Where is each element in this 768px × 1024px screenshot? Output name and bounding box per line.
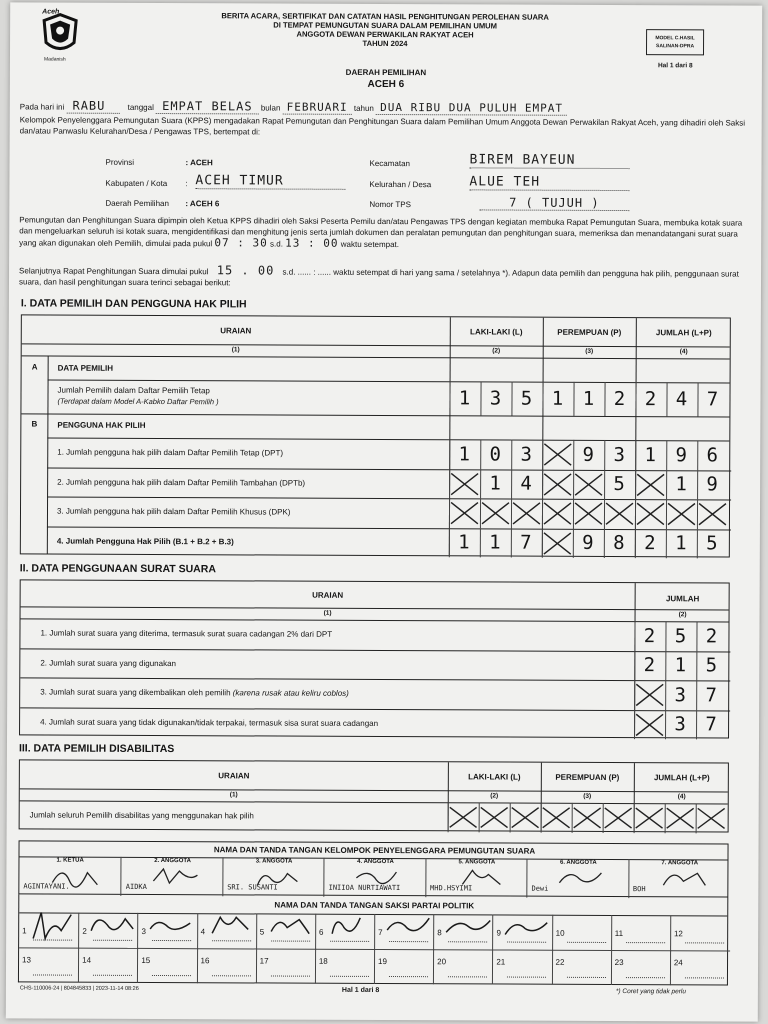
s2r2-digit-1: 1 [674, 654, 687, 677]
s1-b-letter: B [31, 419, 38, 429]
provinsi-label: Provinsi [105, 157, 134, 167]
saksi-number-3: 3 [141, 926, 146, 936]
a-j-digit-0: 2 [644, 388, 657, 411]
s2r2-digit-2: 5 [705, 654, 718, 677]
pada-hari-ini-label: Pada hari ini [19, 102, 65, 112]
b4-p-digit-1: 9 [582, 532, 594, 555]
s3-l-cross-2 [510, 806, 541, 830]
kpps-member-3 [222, 857, 325, 896]
saksi-number-7: 7 [378, 927, 383, 937]
saksi-cell-6 [315, 914, 375, 950]
b1-p-cross-0 [542, 442, 573, 468]
s1-hline-2 [22, 355, 730, 359]
s2-row-label-3: 3. Jumlah surat suara yang dikembalikan oleh pemilih [40, 687, 231, 698]
a-l-digit-1: 3 [489, 387, 502, 410]
b1-l-digit-2: 3 [520, 443, 533, 466]
b2-p-cross-1 [573, 471, 604, 497]
model-box [646, 29, 704, 55]
kpps-role-2: 2. ANGGOTA [154, 858, 191, 865]
section3-table [19, 759, 729, 832]
saksi-number-10: 10 [555, 928, 565, 938]
kabupaten-value: ACEH TIMUR [195, 173, 345, 190]
kpps-name-4: INIIOA NURTIAWATI [328, 883, 401, 893]
saksi-number-6: 6 [318, 927, 324, 937]
s1-a-row-text: Jumlah Pemilih dalam Daftar Pemilih Tetap [57, 385, 210, 396]
kpps-member-7 [628, 859, 731, 898]
s2r3-digit-2: 7 [705, 684, 717, 707]
logo-subtext: Madanish [43, 56, 66, 63]
saksi-dotline-24 [685, 976, 724, 978]
section2-table [19, 579, 730, 738]
s2-row-line-1 [20, 648, 730, 652]
a-j-digit-2: 7 [706, 388, 719, 411]
start-time: 07 : 30 [214, 236, 268, 250]
b3-p-cross-2 [604, 501, 635, 527]
saksi-dotline-14 [93, 974, 132, 976]
b1-p-digit-1: 9 [582, 443, 595, 466]
s1-num3: (3) [585, 347, 594, 355]
saksi-dotline-16 [211, 974, 250, 976]
model-line-1: MODEL C.HASIL [655, 35, 695, 42]
saksi-number-11: 11 [614, 929, 624, 939]
s3-col-p: PEREMPUAN (P) [555, 772, 620, 783]
s3-l-cross-0 [448, 805, 479, 829]
kpps-signature-7 [657, 865, 711, 891]
s2-row-4 [40, 717, 378, 727]
kecamatan-value: BIREM BAYEUN [470, 152, 630, 169]
s2r1-digit-1: 5 [674, 625, 687, 648]
s2-row-label-1: 1. Jumlah surat suara yang diterima, termasuk surat suara cadangan 2% dari DPT [40, 628, 333, 639]
b3-j-cross-0 [635, 501, 666, 527]
tahun-value: DUA RIBU DUA PULUH EMPAT [376, 101, 567, 116]
kpps-member-4 [324, 858, 427, 897]
saksi-number-2: 2 [82, 926, 87, 936]
s2r4-digit-1: 3 [674, 713, 686, 736]
s2-row-note-3: (karena rusak atau keliru coblos) [230, 688, 349, 698]
b4-p-digit-2: 8 [613, 532, 625, 555]
b3-l-cross-2 [511, 501, 542, 527]
logo-text: Aceh [42, 8, 60, 16]
b4-j-digit-1: 1 [675, 532, 687, 555]
b4-p-cross-0 [542, 530, 573, 556]
b2-l-cross-0 [449, 471, 480, 497]
body-para2-text-b: s.d. ...... : ...... waktu setempat di hari yang sama / setelahnya *). Adapun data pemilih dan pengguna hak pilih, penggunaan surat suara, dan hasil penghitungan suara terinci sebagai berikut: [18, 267, 739, 288]
s2r1-digit-2: 2 [705, 625, 718, 648]
title-line-4: TAHUN 2024 [362, 38, 408, 49]
s2-num2: (2) [678, 611, 687, 619]
b3-j-cross-2 [697, 501, 728, 527]
saksi-cell-15 [137, 948, 197, 983]
s1-num2: (2) [492, 347, 501, 355]
kpps-name-1: AGINTAYANI. [23, 882, 70, 891]
saksi-signature-9 [501, 911, 551, 945]
dapil-label: DAERAH PEMILIHAN [345, 67, 427, 78]
saksi-signature-3 [146, 909, 196, 943]
b3-p-cross-0 [542, 501, 573, 527]
s1-num1: (1) [231, 346, 240, 354]
saksi-number-5: 5 [259, 927, 265, 937]
provinsi-value: : ACEH [185, 158, 213, 168]
s2-row-label-4: 4. Jumlah surat suara yang tidak digunakan/tidak terpakai, termasuk sisa surat suara cadangan [40, 717, 379, 728]
s3-j-cross-0 [634, 806, 665, 830]
s1-col-p: PEREMPUAN (P) [557, 327, 622, 338]
sd-label: s.d. [270, 239, 283, 249]
saksi-cell-13 [19, 947, 78, 982]
b3-l-cross-1 [480, 500, 511, 526]
saksi-signature-1 [27, 908, 77, 942]
s2-row-line-2 [20, 677, 730, 681]
saksi-dotline-18 [330, 975, 369, 977]
s2-rows [20, 618, 731, 739]
s2r2-digit-0: 2 [643, 654, 656, 677]
b1-l-digit-1: 0 [489, 443, 502, 466]
tps-label: Nomor TPS [369, 199, 412, 210]
saksi-cell-20 [433, 949, 493, 984]
saksi-dotline-23 [626, 976, 665, 978]
s2-row-3 [40, 688, 349, 698]
title-line-2: DI TEMPAT PEMUNGUTAN SUARA DALAM PEMILIHAN UMUM [273, 20, 498, 31]
b-row-label-3: 3. Jumlah pengguna hak pilih dalam Daftar Pemilih Khusus (DPK) [56, 506, 291, 517]
kip-logo [36, 8, 84, 64]
saksi-number-20: 20 [437, 957, 447, 967]
kpps-name-7: BOH [632, 885, 646, 894]
saksi-number-9: 9 [496, 928, 501, 938]
s3-col-l: LAKI-LAKI (L) [468, 772, 521, 782]
kpps-member-1 [19, 856, 121, 895]
bulan-value: FEBRUARI [283, 101, 352, 115]
s3-l-cross-1 [479, 805, 510, 829]
b3-p-cross-1 [573, 501, 604, 527]
saksi-cell-19 [374, 949, 434, 984]
saksi-signature-8 [442, 910, 492, 944]
kpps-role-6: 6. ANGGOTA [559, 859, 597, 866]
saksi-dotline-12 [685, 941, 724, 943]
s2r1-digit-0: 2 [643, 624, 656, 647]
saksi-grid [19, 912, 729, 985]
b2-j-digit-2: 9 [706, 473, 718, 496]
kpps-table [18, 840, 728, 897]
end-time: 13 : 00 [285, 236, 339, 250]
intro-paragraph: Kelompok Penyelenggara Pemungutan Suara (KPPS) mengadakan Rapat Pemungutan dan Penghitungan Suara dalam Pemilihan Umum Anggota Dewan Perwakilan Rakyat Aceh, yang dihadiri oleh Saksi dan/atau Panwaslu Kelurahan/Desa / Pengawas TPS, bertempat di: [19, 115, 746, 137]
saksi-cell-24 [670, 950, 730, 985]
s3-crossed-cells [20, 800, 730, 833]
kpps-name-6: Dewi [531, 884, 549, 893]
s2-col-uraian: URAIAN [312, 590, 344, 600]
saksi-cell-14 [78, 948, 138, 983]
tanggal-value: EMPAT BELAS [156, 99, 259, 114]
saksi-signature-7 [383, 910, 433, 944]
form-title [150, 11, 620, 49]
a-j-digit-1: 4 [675, 388, 688, 411]
b4-l-digit-0: 1 [458, 531, 470, 554]
s2r4-digit-2: 7 [705, 713, 717, 736]
s1-num4: (4) [679, 348, 688, 356]
kpps-member-5 [425, 858, 528, 897]
b3-l-cross-0 [449, 500, 480, 526]
kpps-role-7: 7. ANGGOTA [661, 860, 699, 867]
saksi-number-17: 17 [259, 956, 269, 966]
a-l-digit-0: 1 [458, 387, 471, 410]
s3-j-cross-2 [696, 806, 727, 830]
saksi-signature-5 [265, 909, 315, 943]
saksi-dotline-11 [626, 941, 665, 943]
body-para2-text-a: Selanjutnya Rapat Penghitungan Suara dimulai pukul [19, 266, 209, 277]
kpps-name-5: MHD.HSYIMI [430, 884, 473, 893]
s2r3-cross-0 [634, 682, 665, 708]
b4-j-digit-2: 5 [706, 532, 718, 555]
s1-b-title: PENGGUNA HAK PILIH [57, 420, 146, 430]
saksi-cell-18 [315, 949, 375, 984]
saksi-cell-1 [19, 912, 78, 948]
b1-j-digit-2: 6 [706, 444, 719, 467]
b2-l-digit-1: 1 [489, 472, 501, 495]
b4-j-digit-0: 2 [644, 532, 656, 555]
saksi-cell-17 [256, 948, 316, 983]
saksi-number-1: 1 [22, 926, 27, 936]
kpps-member-2 [121, 857, 224, 896]
s3-p-cross-1 [572, 806, 603, 830]
tanggal-label: tanggal [127, 102, 154, 112]
saksi-cell-12 [670, 915, 730, 951]
a-p-digit-2: 2 [613, 388, 626, 411]
dapil-value: ACEH 6 [367, 78, 405, 91]
tahun-label: tahun [353, 103, 374, 113]
saksi-number-18: 18 [318, 956, 328, 966]
saksi-dotline-10 [567, 941, 606, 943]
s3-row-label: Jumlah seluruh Pemilih disabilitas yang menggunakan hak pilih [29, 810, 254, 821]
b2-l-digit-2: 4 [520, 472, 532, 495]
b1-l-digit-0: 1 [458, 443, 471, 466]
saksi-title: NAMA DAN TANDA TANGAN SAKSI PARTAI POLITIK [274, 900, 475, 911]
title-line-3: ANGGOTA DEWAN PERWAKILAN RAKYAT ACEH [296, 29, 474, 40]
saksi-cell-8 [433, 914, 493, 950]
saksi-number-8: 8 [437, 928, 442, 938]
footer-page: Hal 1 dari 8 [341, 986, 380, 994]
s3-p-cross-0 [541, 806, 572, 830]
saksi-cell-23 [611, 950, 671, 985]
tps-value: 7 ( TUJUH ) [479, 195, 629, 211]
saksi-dotline-20 [448, 975, 487, 977]
b1-j-digit-1: 9 [675, 444, 688, 467]
saksi-number-23: 23 [614, 958, 624, 968]
saksi-cell-5 [256, 913, 316, 949]
a-l-digit-2: 5 [520, 387, 533, 410]
saksi-cell-11 [611, 915, 671, 951]
s1-a-digits [21, 379, 731, 416]
s2-row-2 [40, 658, 176, 668]
s3-num1: (1) [229, 791, 238, 799]
title-line-1: BERITA ACARA, SERTIFIKAT DAN CATATAN HASIL PENGHITUNGAN PEROLEHAN SUARA [221, 11, 549, 22]
b3-j-cross-1 [666, 501, 697, 527]
s3-col-uraian: URAIAN [218, 771, 250, 781]
b2-j-digit-1: 1 [675, 473, 687, 496]
waktu-setempat: waktu setempat. [340, 239, 400, 250]
saksi-number-24: 24 [673, 958, 683, 968]
page-label: Hal 1 dari 8 [657, 62, 693, 70]
kpps-name-3: SRI. SUSANTI [227, 883, 278, 892]
section2-title: II. DATA PENGGUNAAN SURAT SUARA [19, 562, 216, 576]
kpps-role-1: 1. KETUA [56, 857, 84, 864]
saksi-cell-7 [374, 914, 434, 950]
saksi-cell-4 [197, 913, 257, 949]
bulan-label: bulan [260, 103, 281, 113]
saksi-cell-9 [492, 914, 552, 950]
s3-num4: (4) [677, 793, 686, 801]
b2-j-cross-0 [635, 472, 666, 498]
model-line-2: SALINAN-DPRA [655, 43, 695, 50]
hari-value: RABU [66, 99, 119, 114]
saksi-dotline-15 [152, 974, 191, 976]
b-row-label-1: 1. Jumlah pengguna hak pilih dalam Daftar Pemilih Tetap (DPT) [57, 447, 284, 458]
kpps-members [19, 856, 729, 898]
s2-col-j: JUMLAH [665, 594, 700, 604]
form-sheet [6, 2, 762, 1021]
saksi-number-16: 16 [200, 956, 210, 966]
s1-a-row-note: (Terdapat dalam Model A-Kabko Daftar Pemilih ) [57, 396, 219, 407]
saksi-cell-2 [78, 913, 138, 949]
s1-col-uraian: URAIAN [220, 326, 252, 336]
s2-num1: (1) [323, 609, 332, 617]
kpps-title: NAMA DAN TANDA TANGAN KELOMPOK PENYELENGGARA PEMUNGUTAN SUARA [213, 845, 536, 856]
section1-table [20, 314, 731, 557]
saksi-cell-10 [552, 915, 612, 951]
footer-code: CHS-110006-24 | 804845833 | 2023-11-14 08:26 [19, 985, 139, 992]
intro-line [20, 98, 750, 115]
saksi-number-15: 15 [141, 955, 151, 965]
saksi-cell-16 [196, 948, 256, 983]
s2-row-label-2: 2. Jumlah surat suara yang digunakan [40, 658, 176, 668]
saksi-signature-2 [87, 909, 137, 943]
body-paragraph-1 [19, 214, 753, 251]
kpps-role-4: 4. ANGGOTA [357, 858, 394, 866]
b-row-label-4: 4. Jumlah Pengguna Hak Pilih (B.1 + B.2 + B.3) [56, 536, 234, 546]
saksi-dotline-13 [33, 973, 72, 975]
body-para1-text: Pemungutan dan Penghitungan Suara dipimpin oleh Ketua KPPS dihadiri oleh Saksi Peserta Pemilu dan/atau Pengawas TPS dengan kegiatan membuka Rapat Pemungutan Suara, membuka kotak suara dan mengeluarkan seluruh isi kotak suara, mengidentifikasi dan menghitung jenis serta jumlah dokumen dan peralatan pemungutan dan penghitungan suara, memeriksa dan menandatangani surat suara yang akan digunakan oleh Pemilih, dimulai pada pukul [19, 215, 743, 249]
dapil-field-label: Daerah Pemilihan [105, 198, 169, 209]
b-row-label-2: 2. Jumlah pengguna hak pilih dalam Daftar Pemilih Tambahan (DPTb) [57, 477, 306, 488]
s3-col-j: JUMLAH (L+P) [653, 773, 710, 783]
count-start-time: 15 . 00 [216, 263, 275, 278]
saksi-signature-6 [324, 910, 374, 944]
s2-row-line-3 [20, 707, 730, 711]
s1-b-rows [21, 437, 732, 558]
s1-col-l: LAKI-LAKI (L) [470, 327, 523, 337]
s1-a-letter: A [31, 362, 38, 372]
section1-title: I. DATA PEMILIH DAN PENGGUNA HAK PILIH [20, 297, 247, 311]
saksi-number-14: 14 [82, 955, 92, 965]
footer-note: *) Coret yang tidak perlu [615, 988, 687, 996]
saksi-cell-22 [551, 950, 611, 985]
saksi-number-4: 4 [200, 927, 206, 937]
saksi-dotline-22 [566, 976, 605, 978]
s3-num3: (3) [583, 792, 592, 800]
kpps-name-2: AIDKA [125, 882, 147, 891]
saksi-number-12: 12 [673, 929, 683, 939]
dapil-field-value: : ACEH 6 [185, 199, 220, 209]
saksi-number-22: 22 [555, 957, 565, 967]
b2-p-cross-0 [542, 471, 573, 497]
body-paragraph-2 [19, 264, 753, 290]
saksi-cell-3 [137, 913, 197, 949]
s1-col-j: JUMLAH (L+P) [655, 328, 712, 338]
s2r3-digit-1: 3 [674, 684, 686, 707]
kpps-member-6 [526, 859, 629, 898]
b1-j-digit-0: 1 [644, 443, 657, 466]
b2-p-digit-2: 5 [613, 473, 625, 496]
s2-row-1 [40, 629, 332, 639]
saksi-number-13: 13 [22, 955, 31, 965]
kelurahan-label: Kelurahan / Desa [369, 179, 432, 190]
s2r4-cross-0 [634, 712, 665, 738]
kpps-signature-6 [555, 865, 609, 891]
s3-p-cross-2 [603, 806, 634, 830]
saksi-cell-21 [492, 949, 552, 984]
saksi-signature-4 [206, 909, 256, 943]
kpps-role-3: 3. ANGGOTA [255, 858, 293, 865]
kelurahan-value: ALUE TEH [469, 174, 629, 191]
s3-j-cross-1 [665, 806, 696, 830]
b4-l-digit-1: 1 [489, 531, 501, 554]
saksi-number-21: 21 [496, 957, 506, 967]
kabupaten-colon: : [185, 179, 188, 189]
s3-num2: (2) [490, 792, 499, 800]
saksi-dotline-17 [271, 975, 310, 977]
saksi-dotline-21 [507, 976, 546, 978]
a-p-digit-1: 1 [582, 387, 595, 410]
saksi-table [18, 894, 728, 985]
b4-l-digit-2: 7 [520, 531, 532, 554]
saksi-dotline-19 [389, 975, 428, 977]
kpps-role-5: 5. ANGGOTA [458, 859, 496, 866]
kpps-signature-2 [150, 863, 204, 889]
b1-p-digit-2: 3 [613, 443, 626, 466]
kabupaten-label: Kabupaten / Kota [105, 178, 168, 189]
a-p-digit-0: 1 [551, 387, 564, 410]
s1-a-title: DATA PEMILIH [57, 363, 114, 373]
saksi-number-19: 19 [378, 956, 387, 967]
kecamatan-label: Kecamatan [369, 158, 411, 169]
section3-title: III. DATA PEMILIH DISABILITAS [18, 742, 175, 756]
